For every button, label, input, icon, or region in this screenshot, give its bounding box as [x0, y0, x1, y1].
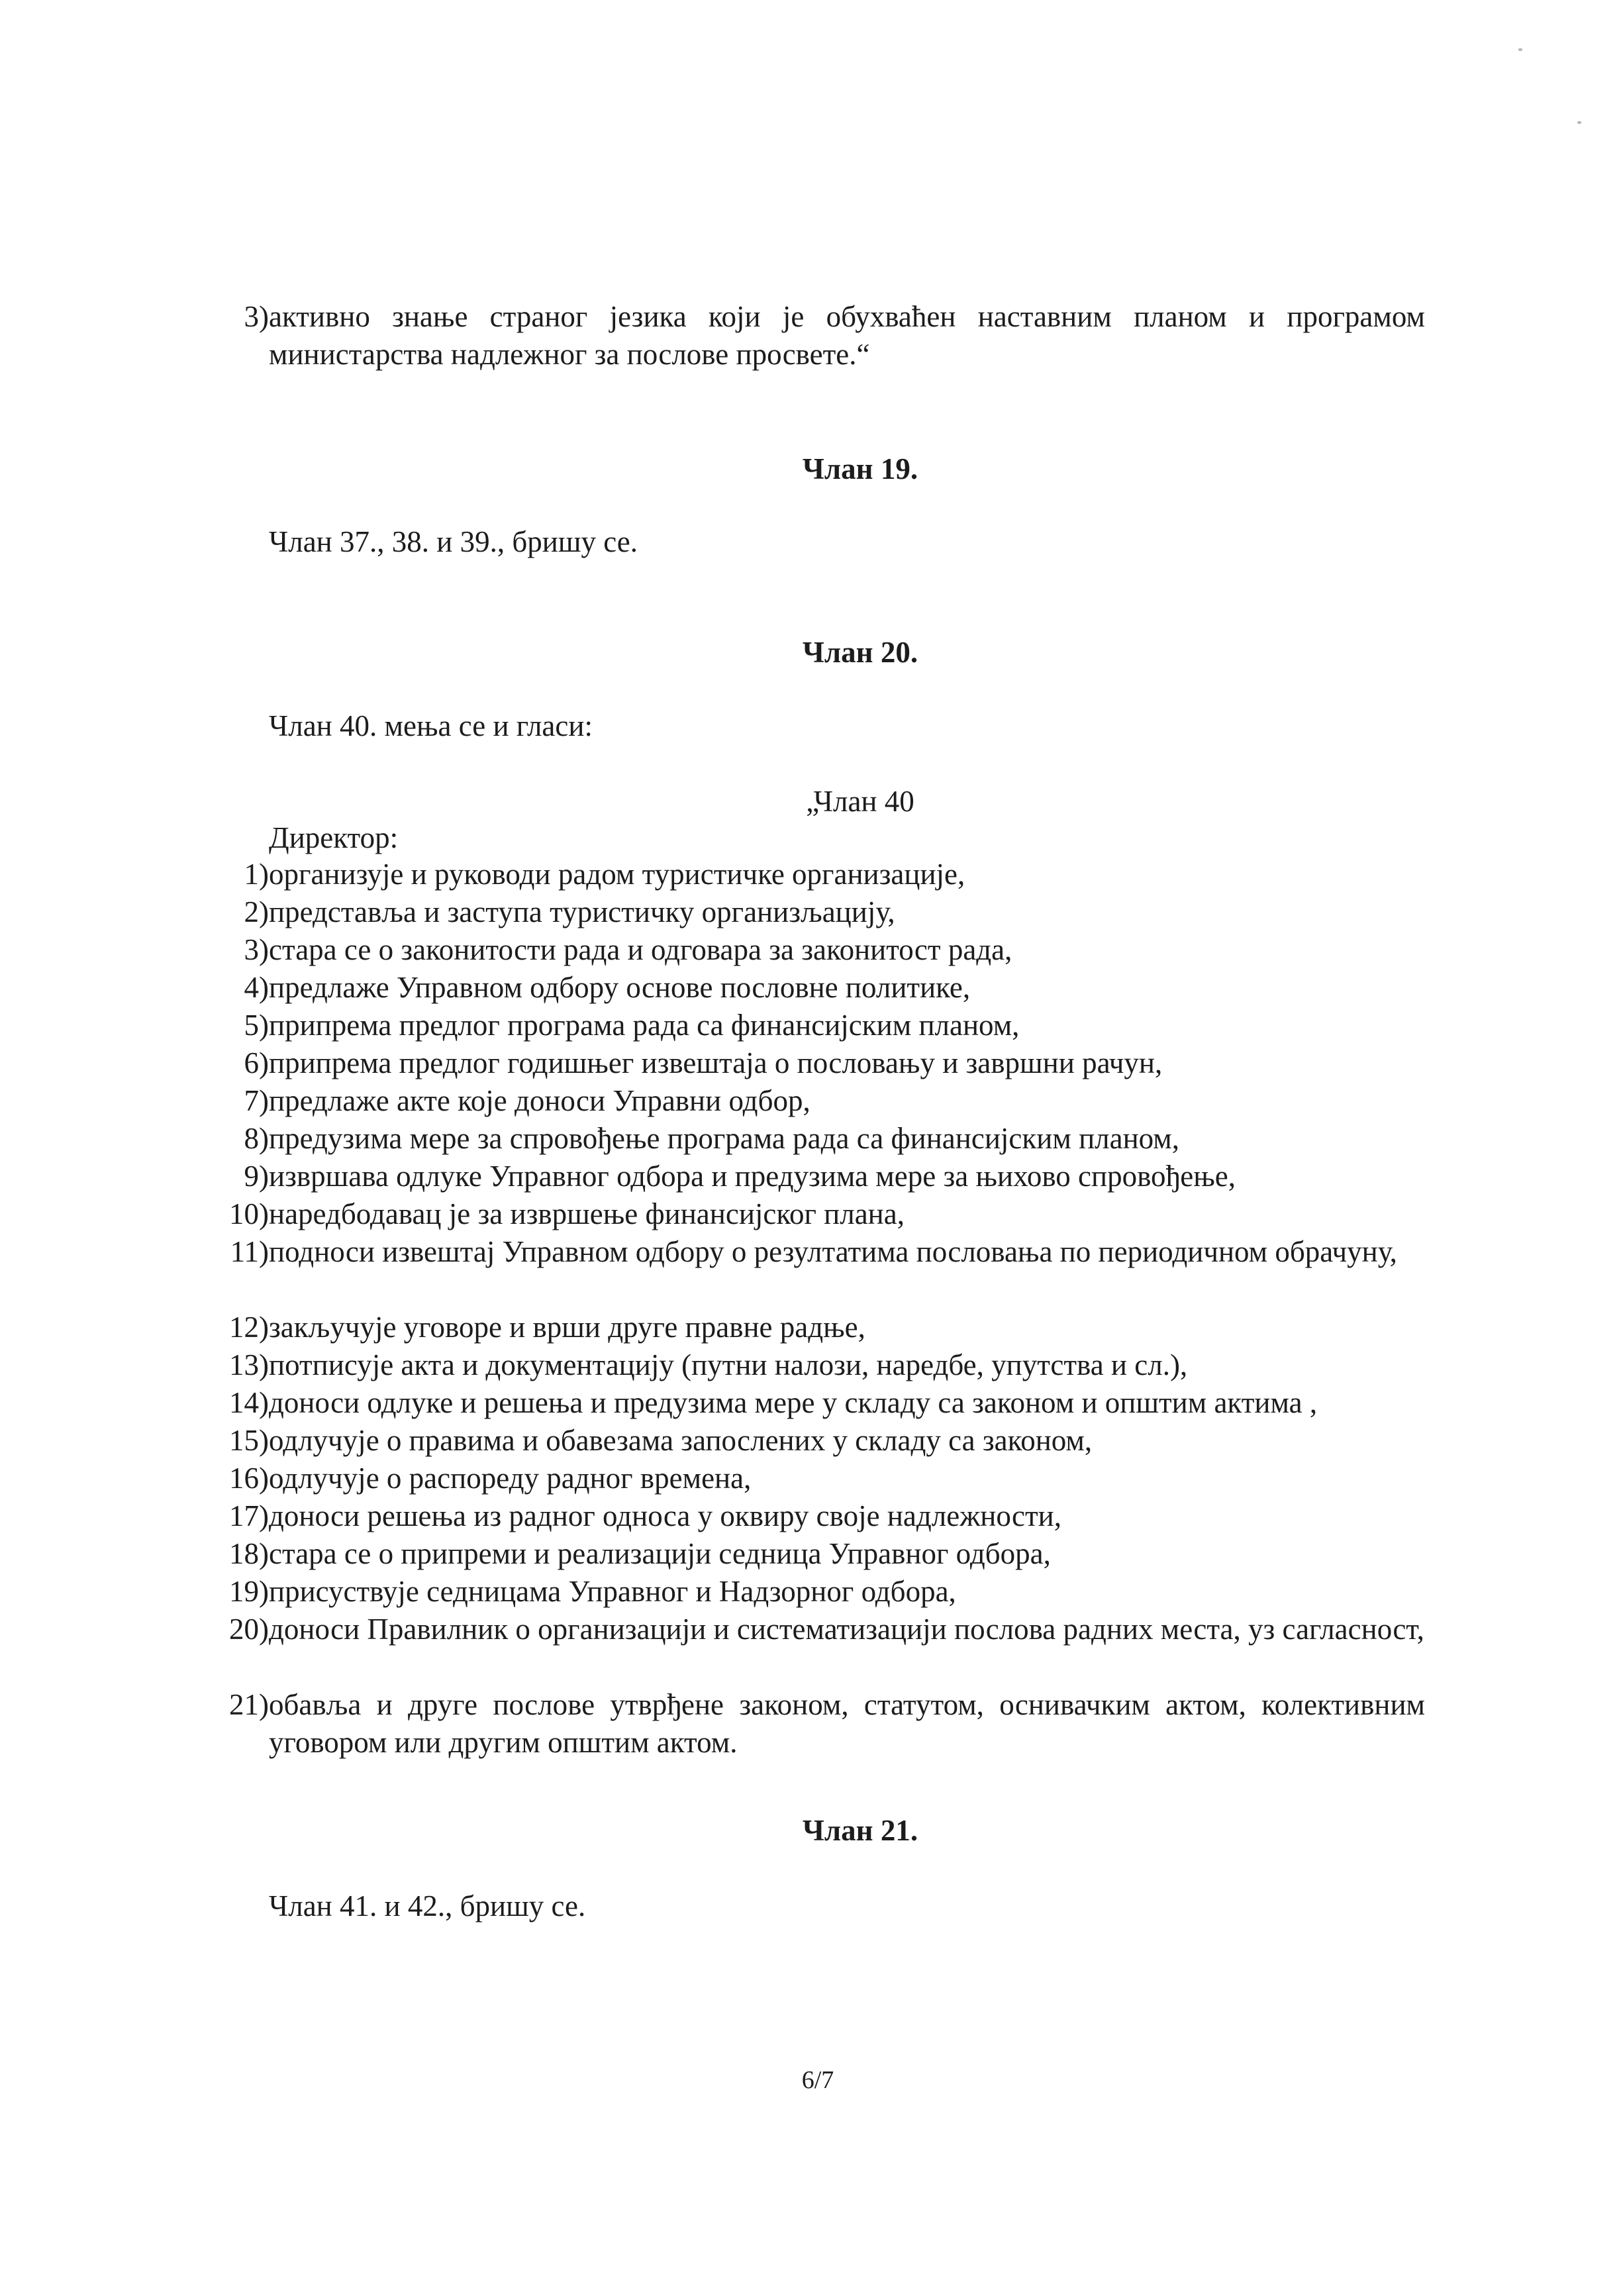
- article-heading: Члан 19.: [802, 452, 918, 485]
- page-number: 6/7: [801, 2066, 834, 2094]
- list-item-text: представља и заступа туристичку организљацију,: [269, 895, 895, 928]
- list-item-text: стара се о припреми и реализацији седница Управног одбора,: [269, 1537, 1051, 1570]
- intro-list-item: [212, 298, 1425, 374]
- list-item-text: потписује акта и документацију (путни налози, наредбе, упутства и сл.),: [269, 1348, 1188, 1381]
- list-item-number: 10): [229, 1197, 269, 1230]
- article-text: Члан 37., 38. и 39., бришу се.: [269, 525, 638, 558]
- list-item: [212, 1044, 1425, 1082]
- article-heading: Члан 20.: [802, 636, 918, 669]
- list-item: [212, 1686, 1425, 1762]
- list-item: [212, 1346, 1425, 1384]
- list-item-text: закључује уговоре и врши друге правне радње,: [269, 1311, 865, 1344]
- list-item-number: 3): [244, 933, 269, 966]
- list-item: [212, 1535, 1425, 1573]
- list-item: [212, 1082, 1425, 1120]
- scan-speck: [1518, 48, 1522, 51]
- list-item-number: 15): [229, 1424, 269, 1457]
- list-item: [212, 1120, 1425, 1158]
- list-item-number: 12): [229, 1311, 269, 1344]
- list-item-number: 21): [229, 1688, 269, 1721]
- list-item-text: организује и руководи радом туристичке организације,: [269, 858, 965, 891]
- list-item-number: 5): [244, 1009, 269, 1042]
- article-heading: Члан 21.: [802, 1814, 918, 1847]
- list-item: [212, 893, 1425, 931]
- list-item-number: 13): [229, 1348, 269, 1381]
- list-item-text: припрема предлог годишњег извештаја о пословању и завршни рачун,: [269, 1046, 1163, 1079]
- list-item-text: одлучује о распореду радног времена,: [269, 1462, 752, 1495]
- list-item-text: припрема предлог програма рада са финансијским планом,: [269, 1009, 1020, 1042]
- list-item-number: 11): [230, 1235, 269, 1268]
- list-item-text: извршава одлуке Управног одбора и предузима мере за њихово спровођење,: [269, 1160, 1236, 1193]
- list-item: [212, 1460, 1425, 1497]
- list-item-number: 20): [229, 1613, 269, 1646]
- list-item-text: одлучује о правима и обавезама запослених у складу са законом,: [269, 1424, 1093, 1457]
- list-item-number: 6): [244, 1046, 269, 1079]
- list-item-text: доноси одлуке и решења и предузима мере у складу са законом и општим актима ,: [269, 1386, 1318, 1419]
- list-item-number: 2): [244, 895, 269, 928]
- list-item-number: 7): [244, 1084, 269, 1117]
- list-item: [212, 1497, 1425, 1535]
- list-item: [212, 1309, 1425, 1346]
- list-item-number: 3): [244, 300, 269, 333]
- list-item-number: 17): [229, 1499, 269, 1532]
- list-item: [212, 931, 1425, 969]
- list-item: [212, 1195, 1425, 1233]
- amended-article-title: „Члан 40: [806, 785, 914, 818]
- article-text: Члан 41. и 42., бришу се.: [269, 1889, 586, 1922]
- list-item: [212, 1158, 1425, 1195]
- list-item-text: стара се о законитости рада и одговара за законитост рада,: [269, 933, 1012, 966]
- list-item-text: активно знање страног језика који је обухваћен наставним планом и програмом министарства надлежног за послове просвете.“: [269, 300, 1425, 371]
- list-item-number: 19): [229, 1575, 269, 1608]
- scan-speck: [1577, 121, 1581, 124]
- list-item-text: доноси Правилник о организацији и систематизацији послова радних места, уз сагласност,: [269, 1613, 1424, 1646]
- list-item-text: предлаже акте које доноси Управни одбор,: [269, 1084, 810, 1117]
- list-item-number: 18): [229, 1537, 269, 1570]
- list-item: [212, 1007, 1425, 1044]
- list-item-number: 1): [244, 858, 269, 891]
- list-item-number: 4): [244, 971, 269, 1004]
- list-item: [212, 1384, 1425, 1422]
- list-item-number: 16): [229, 1462, 269, 1495]
- article-text: Члан 40. мења се и гласи:: [269, 709, 593, 742]
- amended-article-lead: Директор:: [269, 821, 399, 854]
- list-item: [212, 1573, 1425, 1611]
- list-item-text: предлаже Управном одбору основе пословне политике,: [269, 971, 971, 1004]
- list-item-text: обавља и друге послове утврђене законом, статутом, оснивачким актом, колективним уговором или другим општим актом.: [269, 1688, 1425, 1759]
- list-item-number: 8): [244, 1122, 269, 1155]
- list-item-text: доноси решења из радног односа у оквиру своје надлежности,: [269, 1499, 1061, 1532]
- list-item-text: подноси извештај Управном одбору о резултатима пословања по периодичном обрачуну,: [269, 1235, 1397, 1268]
- list-item: [212, 1611, 1425, 1648]
- list-item: [212, 969, 1425, 1007]
- list-item: [212, 1233, 1425, 1271]
- list-item-number: 14): [229, 1386, 269, 1419]
- list-item-number: 9): [244, 1160, 269, 1193]
- list-item-text: наредбодавац је за извршење финансијског плана,: [269, 1197, 905, 1230]
- list-item-text: предузима мере за спровођење програма рада са финансијским планом,: [269, 1122, 1180, 1155]
- list-item: [212, 856, 1425, 893]
- list-item-text: присуствује седницама Управног и Надзорног одбора,: [269, 1575, 956, 1608]
- list-item: [212, 1422, 1425, 1460]
